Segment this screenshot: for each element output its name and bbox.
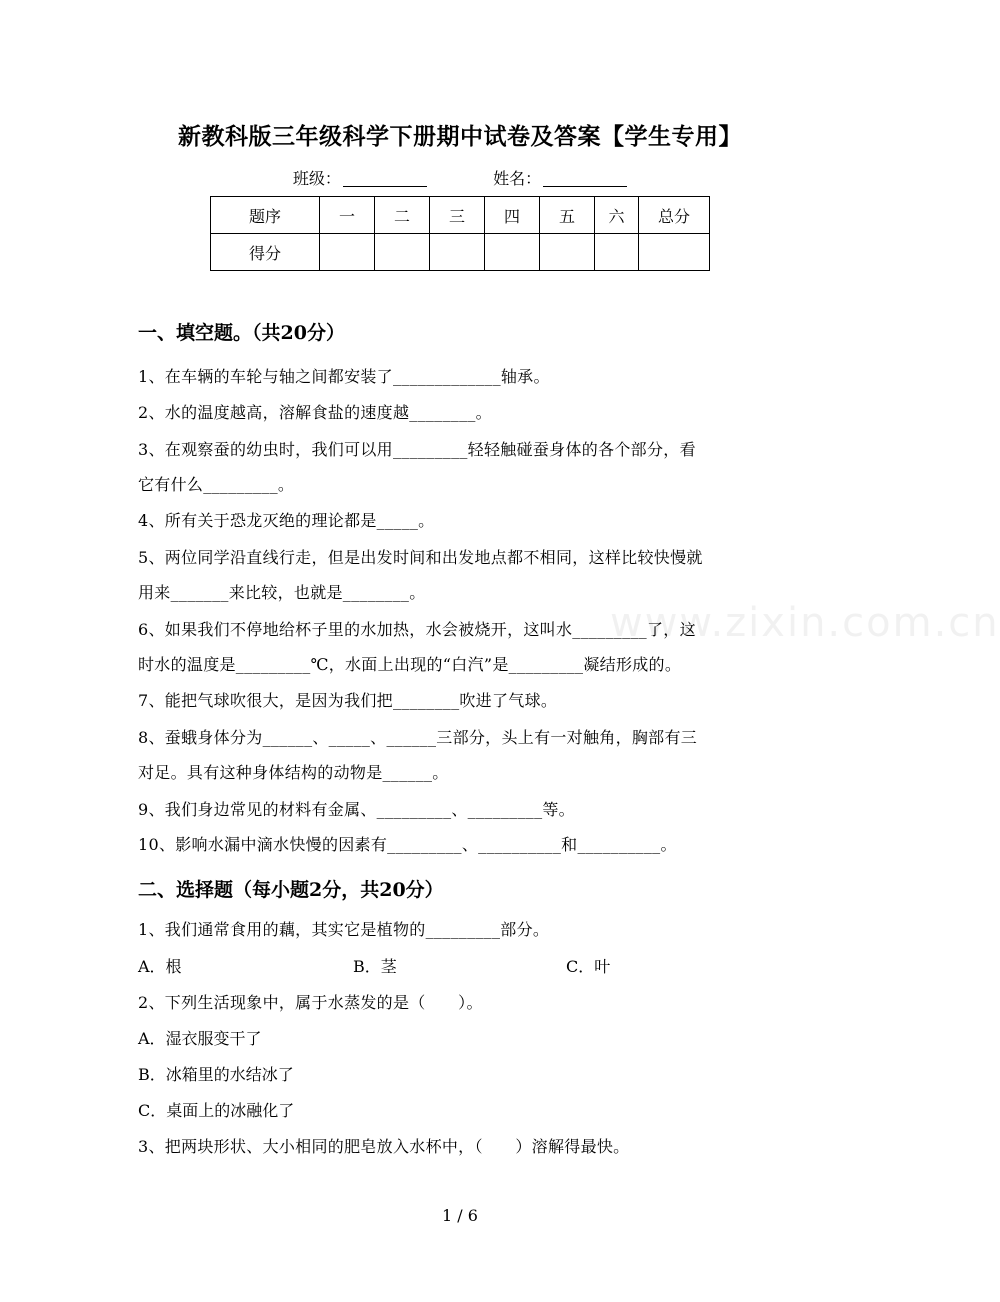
- question-line: 10、影响水漏中滴水快慢的因素有_________、__________和__________。: [138, 835, 677, 854]
- class-label: 班级：: [292, 169, 341, 188]
- question-line: 1、我们通常食用的藕，其实它是植物的_________部分。: [138, 920, 550, 939]
- name-blank: [543, 170, 627, 187]
- question-line: 用来_______来比较，也就是________。: [138, 583, 426, 602]
- question-line: 8、蚕蛾身体分为______、_____、______三部分，头上有一对触角，胸部有三: [138, 728, 698, 747]
- question-line: 7、能把气球吹很大，是因为我们把________吹进了气球。: [138, 691, 558, 710]
- score-cell-empty[interactable]: [430, 234, 485, 271]
- page-number: 1 / 6: [442, 1206, 478, 1225]
- score-cell-empty[interactable]: [639, 234, 710, 271]
- score-cell-header: 四: [485, 197, 540, 234]
- student-info: [0, 166, 920, 189]
- question-line: 1、在车辆的车轮与轴之间都安装了_____________轴承。: [138, 367, 550, 386]
- name-label: 姓名：: [493, 169, 542, 188]
- question-line: 它有什么_________。: [138, 475, 295, 494]
- option-a[interactable]: A．湿衣服变干了: [138, 1029, 262, 1048]
- question-line: 3、把两块形状、大小相同的肥皂放入水杯中，（ ）溶解得最快。: [138, 1137, 630, 1156]
- score-table-value-row: [211, 234, 710, 271]
- section-2-heading: 二、选择题（每小题2分，共20分）: [138, 879, 444, 901]
- option-b[interactable]: B．茎: [353, 957, 397, 976]
- score-table: [210, 196, 710, 271]
- question-line: 时水的温度是_________℃，水面上出现的“白汽”是_________凝结形成的。: [138, 655, 682, 674]
- question-line: 对足。具有这种身体结构的动物是______。: [138, 763, 449, 782]
- class-blank: [343, 170, 427, 187]
- watermark: www.zixin.com.cn: [610, 600, 1000, 646]
- score-cell-empty[interactable]: [320, 234, 375, 271]
- score-cell-empty[interactable]: [595, 234, 639, 271]
- question-line: 9、我们身边常见的材料有金属、_________、_________等。: [138, 800, 575, 819]
- score-cell-empty[interactable]: [485, 234, 540, 271]
- question-line: 5、两位同学沿直线行走，但是出发时间和出发地点都不相同，这样比较快慢就: [138, 548, 703, 567]
- question-line: 3、在观察蚕的幼虫时，我们可以用_________轻轻触碰蚕身体的各个部分，看: [138, 440, 696, 459]
- score-cell-header: 二: [375, 197, 430, 234]
- score-cell-empty[interactable]: [375, 234, 430, 271]
- option-b[interactable]: B．冰箱里的水结冰了: [138, 1065, 294, 1084]
- question-line: 2、下列生活现象中，属于水蒸发的是（ ）。: [138, 993, 483, 1012]
- option-c[interactable]: C．桌面上的冰融化了: [138, 1101, 295, 1120]
- page-title: 新教科版三年级科学下册期中试卷及答案【学生专用】: [178, 123, 742, 150]
- score-row-label: 得分: [211, 234, 320, 271]
- section-1-heading: 一、填空题。（共20分）: [138, 322, 345, 344]
- question-line: 2、水的温度越高，溶解食盐的速度越________。: [138, 403, 492, 422]
- score-cell-header: 题序: [211, 197, 320, 234]
- score-cell-header: 三: [430, 197, 485, 234]
- option-a[interactable]: A．根: [138, 957, 182, 976]
- question-line: 4、所有关于恐龙灭绝的理论都是_____。: [138, 511, 435, 530]
- option-c[interactable]: C．叶: [566, 957, 611, 976]
- score-cell-header: 总分: [639, 197, 710, 234]
- score-table-header-row: [211, 197, 710, 234]
- score-cell-header: 六: [595, 197, 639, 234]
- question-line: 6、如果我们不停地给杯子里的水加热，水会被烧开，这叫水_________了，这: [138, 620, 696, 639]
- score-cell-header: 五: [540, 197, 595, 234]
- score-cell-empty[interactable]: [540, 234, 595, 271]
- score-cell-header: 一: [320, 197, 375, 234]
